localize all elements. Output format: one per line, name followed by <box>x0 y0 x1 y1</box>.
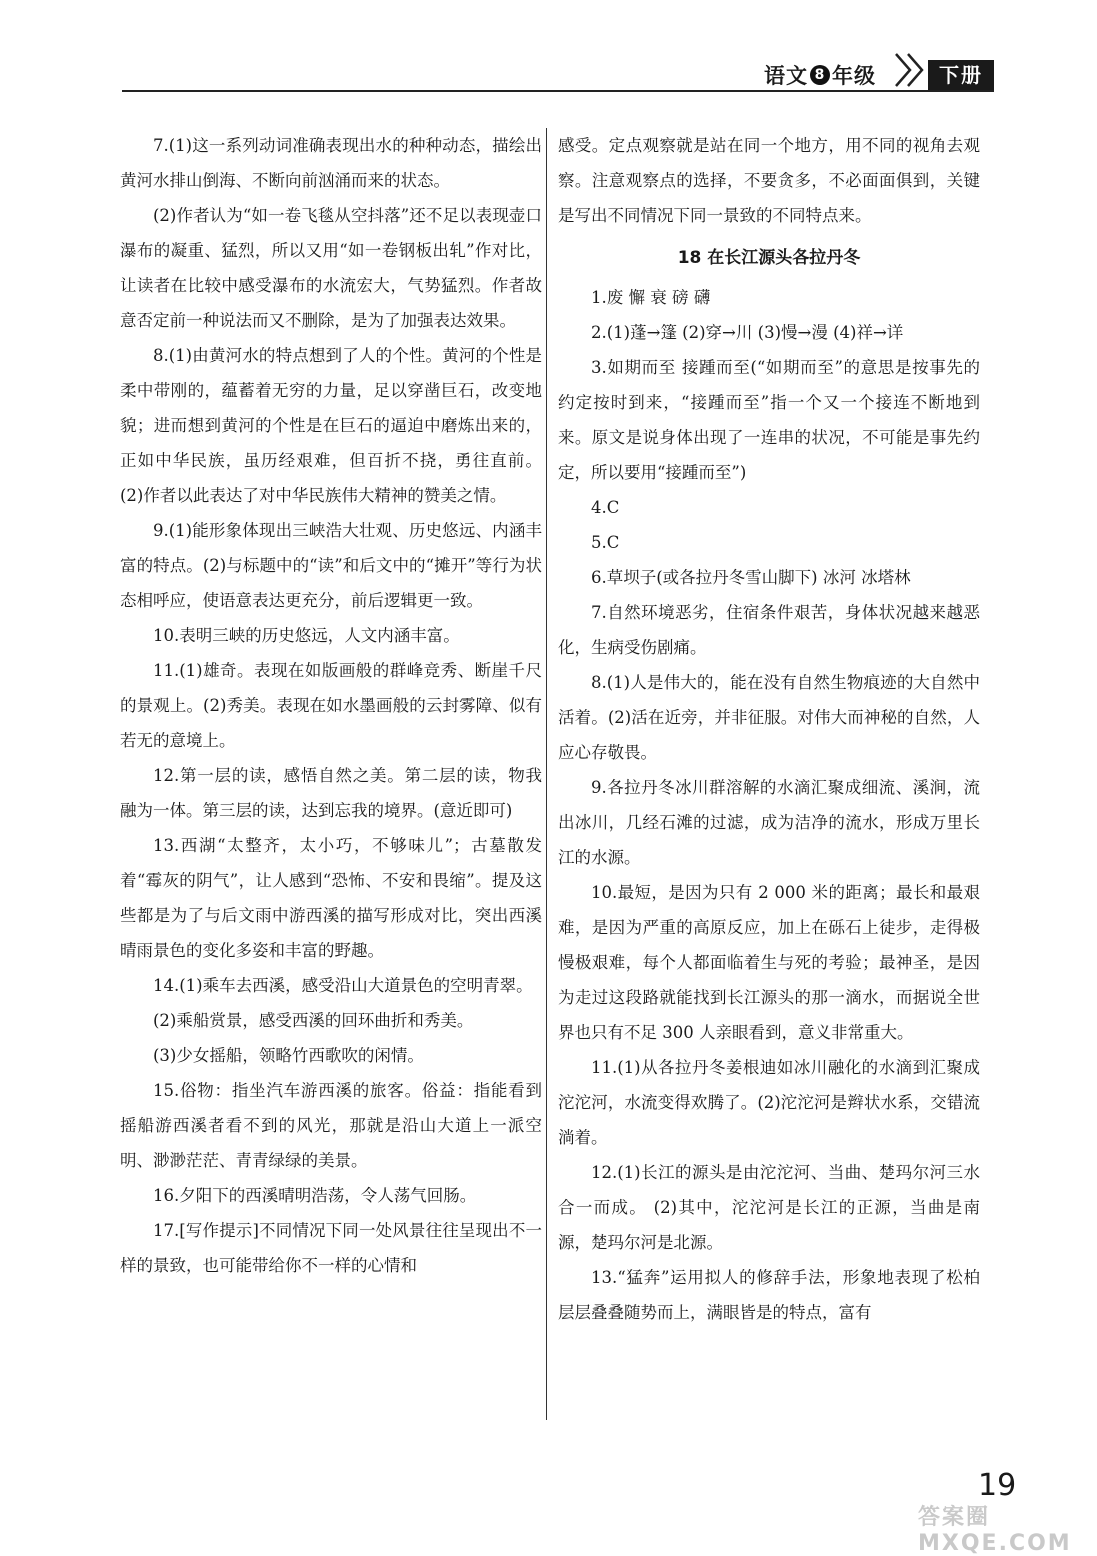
answer-paragraph: 13.西湖“太整齐，太小巧，不够味儿”；古墓散发着“霉灰的阴气”，让人感到“恐怖、不安和畏缩”。提及这些都是为了与后文雨中游西溪的描写形成对比，突出西溪晴雨景色的变化多姿和丰富的野趣。 <box>120 836 542 960</box>
answer-paragraph: 11.(1)从各拉丹冬姜根迪如冰川融化的水滴到汇聚成沱沱河，水流变得欢腾了。(2)沱沱河是辫状水系，交错流淌着。 <box>558 1058 980 1147</box>
right-column-continuation <box>558 128 980 233</box>
answer-paragraph: 感受。定点观察就是站在同一个地方，用不同的视角去观察。注意观察点的选择，不要贪多，不必面面俱到，关键是写出不同情况下同一景致的不同特点来。 <box>558 136 980 225</box>
answer-paragraph: 12.第一层的读，感悟自然之美。第二层的读，物我融为一体。第三层的读，达到忘我的境界。(意近即可) <box>120 766 542 820</box>
answer-paragraph: (2)作者认为“如一卷飞毯从空抖落”还不足以表现壶口瀑布的凝重、猛烈，所以又用“如一卷钢板出轧”作对比，让读者在比较中感受瀑布的水流宏大，气势猛烈。作者故意否定前一种说法而又不删除，是为了加强表达效果。 <box>120 206 542 330</box>
answer-paragraph: 4.C <box>591 498 620 517</box>
answer-paragraph: 10.表明三峡的历史悠远，人文内涵丰富。 <box>153 626 460 645</box>
answer-paragraph: 15.俗物：指坐汽车游西溪的旅客。俗益：指能看到摇船游西溪者看不到的风光，那就是沿山大道上一派空明、渺渺茫茫、青青绿绿的美景。 <box>120 1081 542 1170</box>
left-column <box>120 128 542 1283</box>
answer-paragraph: 9.各拉丹冬冰川群溶解的水滴汇聚成细流、溪涧，流出冰川，几经石滩的过滤，成为洁净的流水，形成万里长江的水源。 <box>558 778 980 867</box>
answer-paragraph: 12.(1)长江的源头是由沱沱河、当曲、楚玛尔河三水合一而成。 (2)其中，沱沱河是长江的正源，当曲是南源，楚玛尔河是北源。 <box>558 1163 980 1252</box>
answer-paragraph: 8.(1)由黄河水的特点想到了人的个性。黄河的个性是柔中带刚的，蕴蓄着无穷的力量，足以穿凿巨石，改变地貌；进而想到黄河的个性是在巨石的逼迫中磨炼出来的，正如中华民族，虽历经艰难，但百折不挠，勇往直前。 (2)作者以此表达了对中华民族伟大精神的赞美之情。 <box>120 346 542 505</box>
right-column-answers <box>558 280 980 1330</box>
answer-paragraph: 5.C <box>591 533 620 552</box>
answer-paragraph: 9.(1)能形象体现出三峡浩大壮观、历史悠远、内涵丰富的特点。(2)与标题中的“读”和后文中的“摊开”等行为状态相呼应，使语意表达更充分，前后逻辑更一致。 <box>120 521 542 610</box>
answer-paragraph: (2)乘船赏景，感受西溪的回环曲折和秀美。 <box>153 1011 474 1030</box>
answer-paragraph: (3)少女摇船，领略竹西歌吹的闲情。 <box>153 1046 424 1065</box>
answer-paragraph: 13.“猛奔”运用拟人的修辞手法，形象地表现了松柏层层叠叠随势而上，满眼皆是的特点，富有 <box>558 1268 980 1322</box>
answer-paragraph: 8.(1)人是伟大的，能在没有自然生物痕迹的大自然中活着。(2)活在近旁，并非征服。对伟大而神秘的自然，人应心存敬畏。 <box>558 673 980 762</box>
subject-grade-label <box>764 60 876 90</box>
answer-paragraph: 11.(1)雄奇。表现在如版画般的群峰竞秀、断崖千尺的景观上。(2)秀美。表现在如水墨画般的云封雾障、似有若无的意境上。 <box>120 661 542 750</box>
answer-paragraph: 17.[写作提示]不同情况下同一处风景往往呈现出不一样的景致，也可能带给你不一样的心情和 <box>120 1221 542 1275</box>
double-chevron-icon <box>892 50 932 90</box>
answer-paragraph: 2.(1)蓬→篷 (2)穿→川 (3)慢→漫 (4)祥→详 <box>591 323 904 342</box>
answer-paragraph: 1.废 懈 衰 磅 礴 <box>591 288 711 307</box>
answer-paragraph: 3.如期而至 接踵而至(“如期而至”的意思是按事先的约定按时到来，“接踵而至”指一个又一个接连不断地到来。原文是说身体出现了一连串的状况，不可能是事先约定，所以要用“接踵而至”) <box>558 358 980 482</box>
volume-label: 下册 <box>928 60 994 90</box>
subject-prefix: 语文 <box>764 64 808 88</box>
answer-paragraph: 7.(1)这一系列动词准确表现出水的种种动态，描绘出黄河水排山倒海、不断向前汹涌而来的状态。 <box>120 136 542 190</box>
section-title: 18 在长江源头各拉丹冬 <box>677 248 861 268</box>
watermark-logo: 答案圈 MXQE.COM <box>918 1505 1072 1556</box>
answer-paragraph: 16.夕阳下的西溪晴明浩荡，令人荡气回肠。 <box>153 1186 477 1205</box>
answer-paragraph: 10.最短，是因为只有 2 000 米的距离；最长和最艰难，是因为严重的高原反应，加上在砾石上徒步，走得极慢极艰难，每个人都面临着生与死的考验；最神圣，是因为走过这段路就能找到长江源头的那一滴水，而据说全世界也只有不足 300 人亲眼看到，意义非常重大。 <box>558 883 980 1042</box>
grade-number-badge: 8 <box>810 65 830 85</box>
answer-paragraph: 14.(1)乘车去西溪，感受沿山大道景色的空明青翠。 <box>153 976 533 995</box>
right-column <box>558 128 980 1330</box>
page-header <box>122 48 994 92</box>
page-number: 19 <box>978 1468 1017 1503</box>
header-rule <box>122 90 994 92</box>
subject-suffix: 年级 <box>832 64 876 88</box>
column-divider <box>546 128 547 1420</box>
answer-paragraph: 6.草坝子(或各拉丹冬雪山脚下) 冰河 冰塔林 <box>591 568 911 587</box>
answer-paragraph: 7.自然环境恶劣，住宿条件艰苦，身体状况越来越恶化，生病受伤剧痛。 <box>558 603 980 657</box>
